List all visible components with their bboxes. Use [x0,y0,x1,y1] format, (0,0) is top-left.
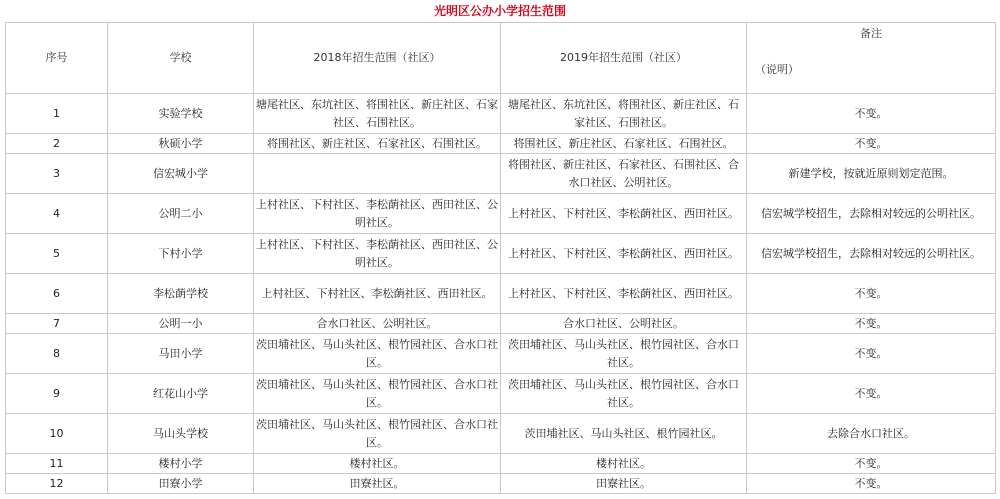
cell-scope-2019: 茨田埔社区、马山头社区、根竹园社区、合水口社区。 [501,374,747,414]
cell-note: 去除合水口社区。 [747,414,996,454]
cell-no: 8 [6,334,108,374]
cell-scope-2019: 合水口社区、公明社区。 [501,314,747,334]
cell-no: 11 [6,454,108,474]
header-note-title: 备注 [860,27,882,40]
cell-note: 不变。 [747,454,996,474]
cell-school: 楼村小学 [108,454,254,474]
cell-school: 公明二小 [108,194,254,234]
header-school: 学校 [108,23,254,94]
cell-note: 不变。 [747,334,996,374]
cell-scope-2019: 上村社区、下村社区、李松蓢社区、西田社区。 [501,274,747,314]
cell-scope-2018: 田寮社区。 [254,474,501,494]
cell-school: 信宏城小学 [108,154,254,194]
table-row [6,234,996,274]
cell-no: 6 [6,274,108,314]
cell-school: 马田小学 [108,334,254,374]
cell-scope-2018: 上村社区、下村社区、李松蓢社区、西田社区、公明社区。 [254,234,501,274]
cell-note: 新建学校，按就近原则划定范围。 [747,154,996,194]
cell-school: 马山头学校 [108,414,254,454]
cell-school: 李松蓢学校 [108,274,254,314]
cell-note: 不变。 [747,374,996,414]
table-row [6,454,996,474]
cell-no: 9 [6,374,108,414]
cell-scope-2018: 茨田埔社区、马山头社区、根竹园社区、合水口社区。 [254,374,501,414]
cell-note: 信宏城学校招生，去除相对较远的公明社区。 [747,234,996,274]
cell-scope-2018: 茨田埔社区、马山头社区、根竹园社区、合水口社区。 [254,414,501,454]
table-row [6,374,996,414]
cell-no: 4 [6,194,108,234]
cell-school: 实验学校 [108,94,254,134]
cell-scope-2019: 上村社区、下村社区、李松蓢社区、西田社区。 [501,194,747,234]
table-row [6,134,996,154]
header-row [6,23,996,94]
cell-scope-2019: 田寮社区。 [501,474,747,494]
cell-scope-2019: 塘尾社区、东坑社区、将围社区、新庄社区、石家社区、石围社区。 [501,94,747,134]
cell-note: 不变。 [747,134,996,154]
cell-scope-2019: 将围社区、新庄社区、石家社区、石围社区。 [501,134,747,154]
cell-scope-2019: 上村社区、下村社区、李松蓢社区、西田社区。 [501,234,747,274]
header-note [747,23,996,94]
cell-school: 公明一小 [108,314,254,334]
table-row [6,274,996,314]
cell-no: 7 [6,314,108,334]
cell-scope-2018: 将围社区、新庄社区、石家社区、石围社区。 [254,134,501,154]
cell-scope-2018: 合水口社区、公明社区。 [254,314,501,334]
cell-scope-2019: 茨田埔社区、马山头社区、根竹园社区。 [501,414,747,454]
header-2018: 2018年招生范围（社区） [254,23,501,94]
cell-note: 不变。 [747,94,996,134]
table-row [6,474,996,494]
table-row [6,414,996,454]
cell-note: 信宏城学校招生，去除相对较远的公明社区。 [747,194,996,234]
page-title: 光明区公办小学招生范围 [433,4,566,18]
cell-scope-2018: 塘尾社区、东坑社区、将围社区、新庄社区、石家社区、石围社区。 [254,94,501,134]
table-row [6,334,996,374]
cell-no: 12 [6,474,108,494]
cell-scope-2018 [254,154,501,194]
table-row [6,314,996,334]
cell-scope-2019: 楼村社区。 [501,454,747,474]
header-2019: 2019年招生范围（社区） [501,23,747,94]
cell-scope-2018: 楼村社区。 [254,454,501,474]
table-row [6,154,996,194]
cell-note: 不变。 [747,274,996,314]
cell-no: 1 [6,94,108,134]
cell-no: 3 [6,154,108,194]
cell-scope-2019: 茨田埔社区、马山头社区、根竹园社区、合水口社区。 [501,334,747,374]
enrollment-table [5,22,996,494]
cell-no: 2 [6,134,108,154]
table-row [6,94,996,134]
cell-note: 不变。 [747,314,996,334]
header-no: 序号 [6,23,108,94]
header-note-sub: （说明） [755,63,799,76]
cell-no: 5 [6,234,108,274]
cell-note: 不变。 [747,474,996,494]
cell-school: 下村小学 [108,234,254,274]
cell-school: 田寮小学 [108,474,254,494]
cell-scope-2018: 上村社区、下村社区、李松蓢社区、西田社区、公明社区。 [254,194,501,234]
cell-scope-2018: 上村社区、下村社区、李松蓢社区、西田社区。 [254,274,501,314]
cell-scope-2018: 茨田埔社区、马山头社区、根竹园社区、合水口社区。 [254,334,501,374]
cell-school: 秋硕小学 [108,134,254,154]
table-row [6,194,996,234]
cell-no: 10 [6,414,108,454]
cell-scope-2019: 将围社区、新庄社区、石家社区、石围社区、合水口社区、公明社区。 [501,154,747,194]
cell-school: 红花山小学 [108,374,254,414]
